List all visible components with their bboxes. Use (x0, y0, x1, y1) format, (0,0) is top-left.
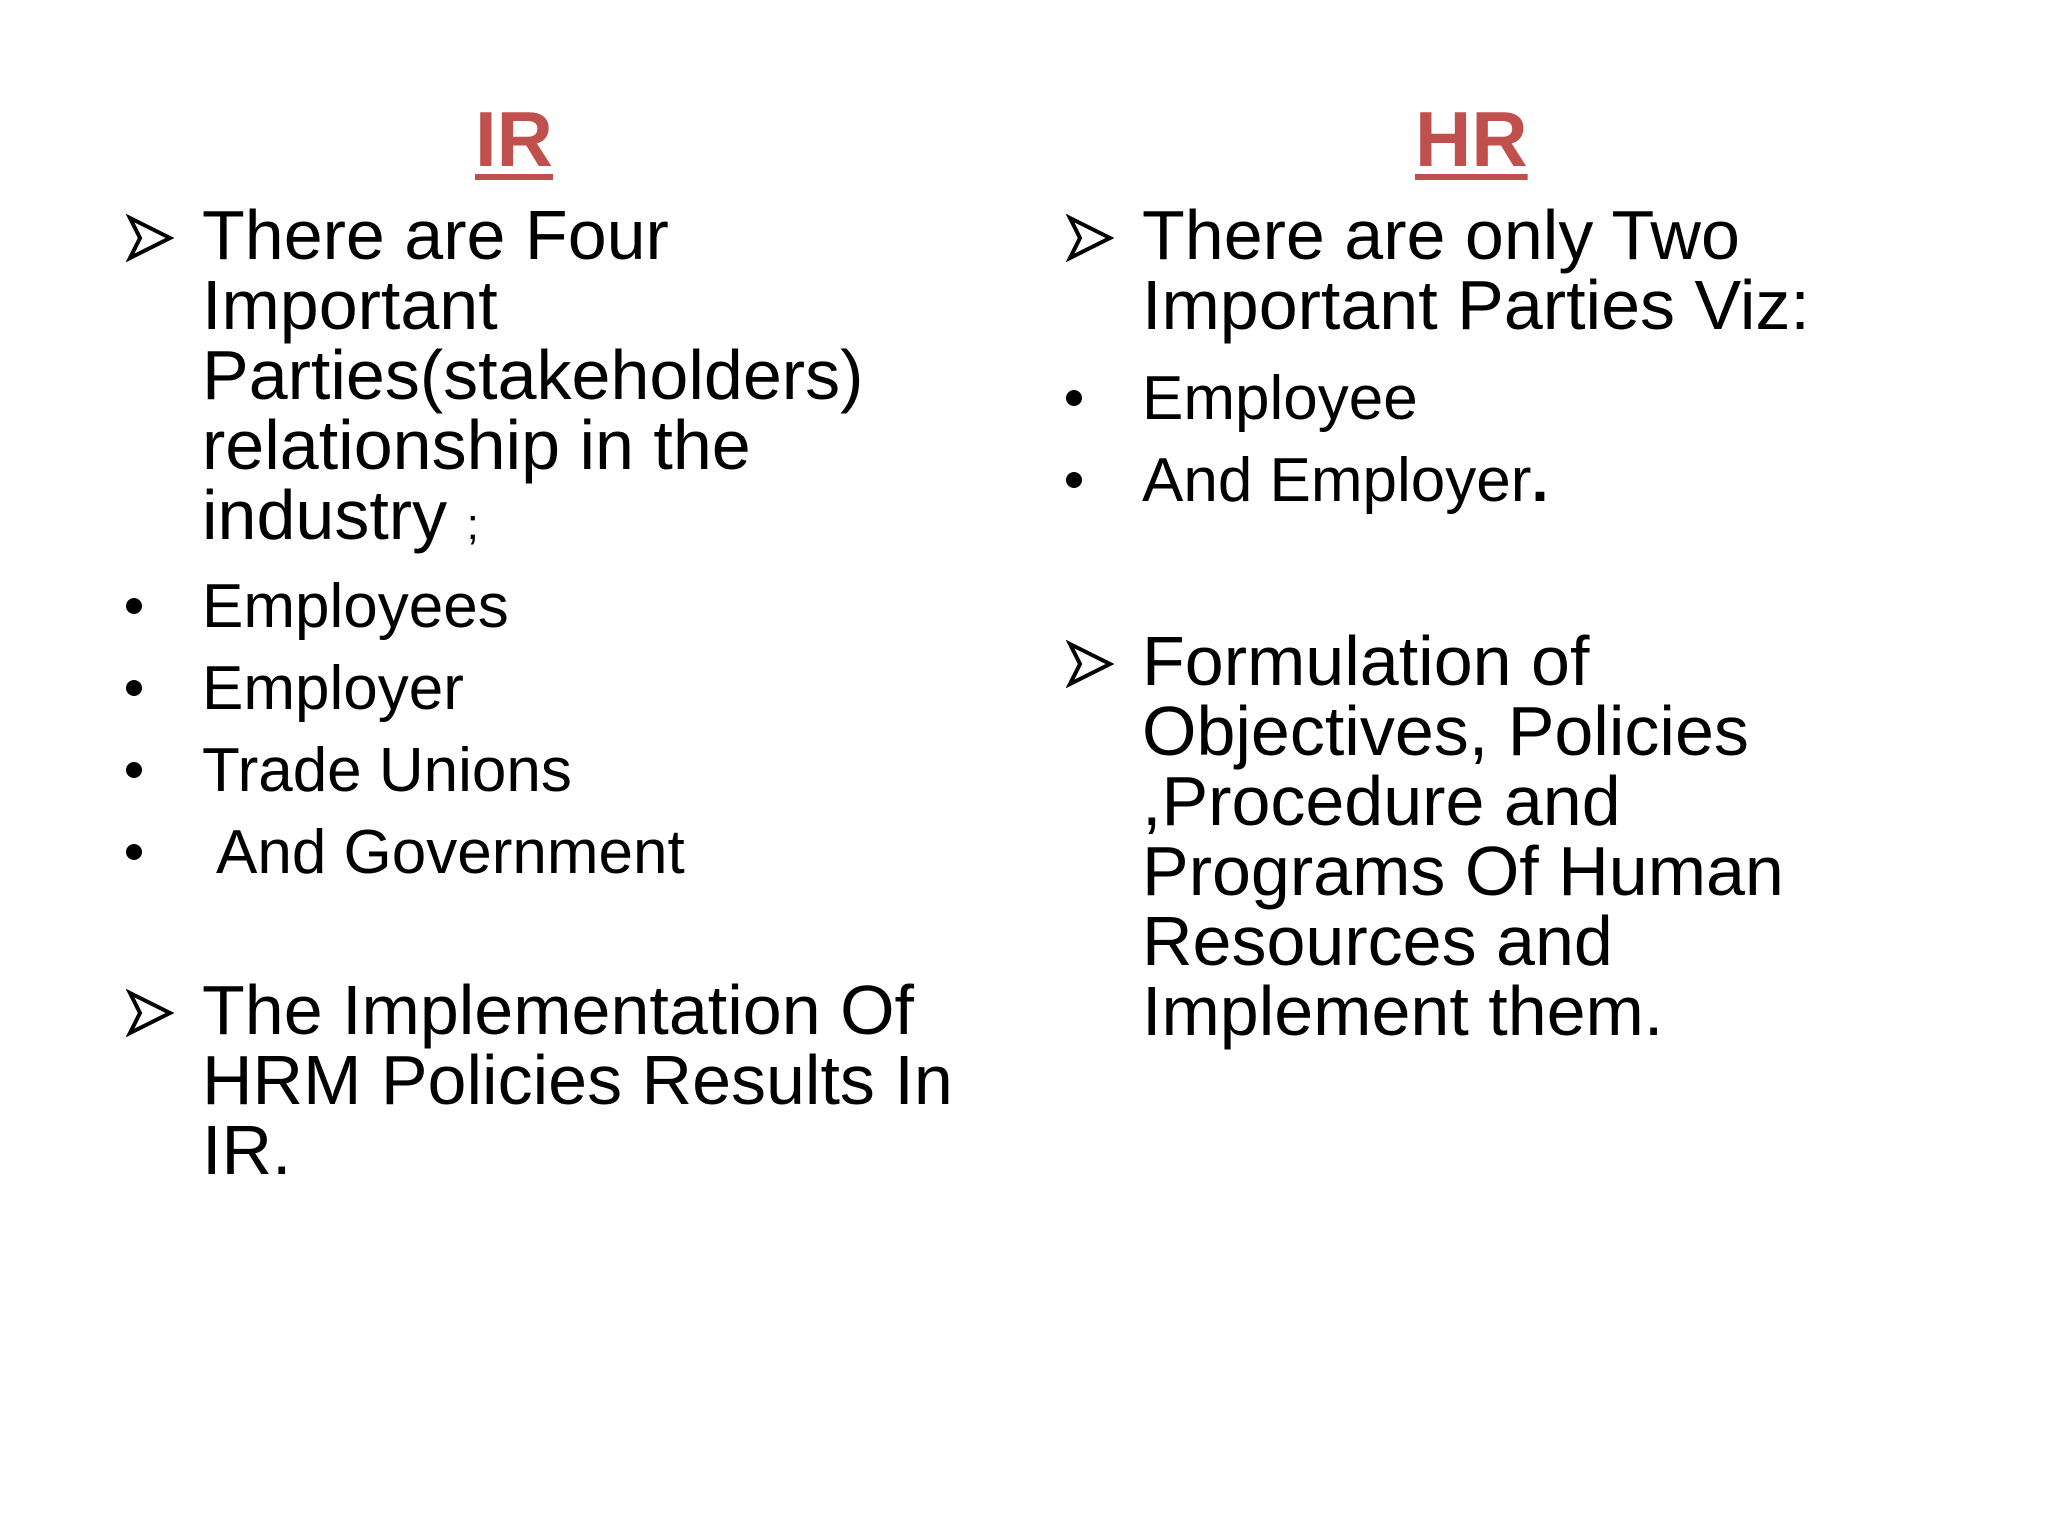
list-item-label: Employees (202, 572, 509, 641)
list-item (120, 648, 685, 730)
hr-point-parties-text: There are only Two Important Parties Viz: (1142, 196, 1810, 344)
bullet-dot-icon (1066, 390, 1082, 406)
list-item-label: Trade Unions (202, 736, 572, 805)
list-item-label: Employee (1142, 364, 1418, 433)
bullet-dot-icon (1066, 472, 1082, 488)
hr-point-formulation-text: Formulation of Objectives, Policies ,Procedure and Programs Of Human Resources and Implement them. (1142, 622, 1784, 1050)
ir-point-parties-suffix: ; (466, 500, 479, 549)
hr-point-parties (1060, 196, 1920, 344)
arrow-bullet-icon (126, 214, 174, 262)
list-item (1060, 440, 1549, 522)
bullet-dot-icon (126, 844, 142, 860)
ir-heading: IR (475, 95, 553, 183)
list-item-text: And Employer (1142, 446, 1532, 515)
list-item (120, 730, 685, 812)
ir-point-parties-label: There are Four Important Parties(stakeholders) relationship in the industry (202, 196, 864, 554)
list-item (120, 566, 685, 648)
ir-point-implementation-text: The Implementation Of HRM Policies Results In IR. (202, 971, 953, 1189)
list-item (120, 812, 685, 894)
bullet-dot-icon (126, 762, 142, 778)
ir-parties-list (120, 566, 685, 894)
ir-point-parties-text (202, 196, 922, 560)
hr-heading: HR (1415, 95, 1528, 183)
hr-parties-list (1060, 358, 1549, 522)
list-item-label: And Government (216, 818, 685, 887)
bullet-dot-icon (126, 680, 142, 696)
hr-point-formulation (1060, 622, 1920, 1050)
arrow-bullet-icon (126, 989, 174, 1037)
bullet-dot-icon (126, 598, 142, 614)
list-item-label (1142, 446, 1549, 515)
arrow-bullet-icon (1066, 640, 1114, 688)
ir-point-parties (120, 196, 980, 560)
list-item-label: Employer (202, 654, 464, 723)
list-item (1060, 358, 1549, 440)
list-item-suffix: . (1531, 446, 1549, 515)
ir-point-implementation (120, 971, 980, 1189)
arrow-bullet-icon (1066, 214, 1114, 262)
